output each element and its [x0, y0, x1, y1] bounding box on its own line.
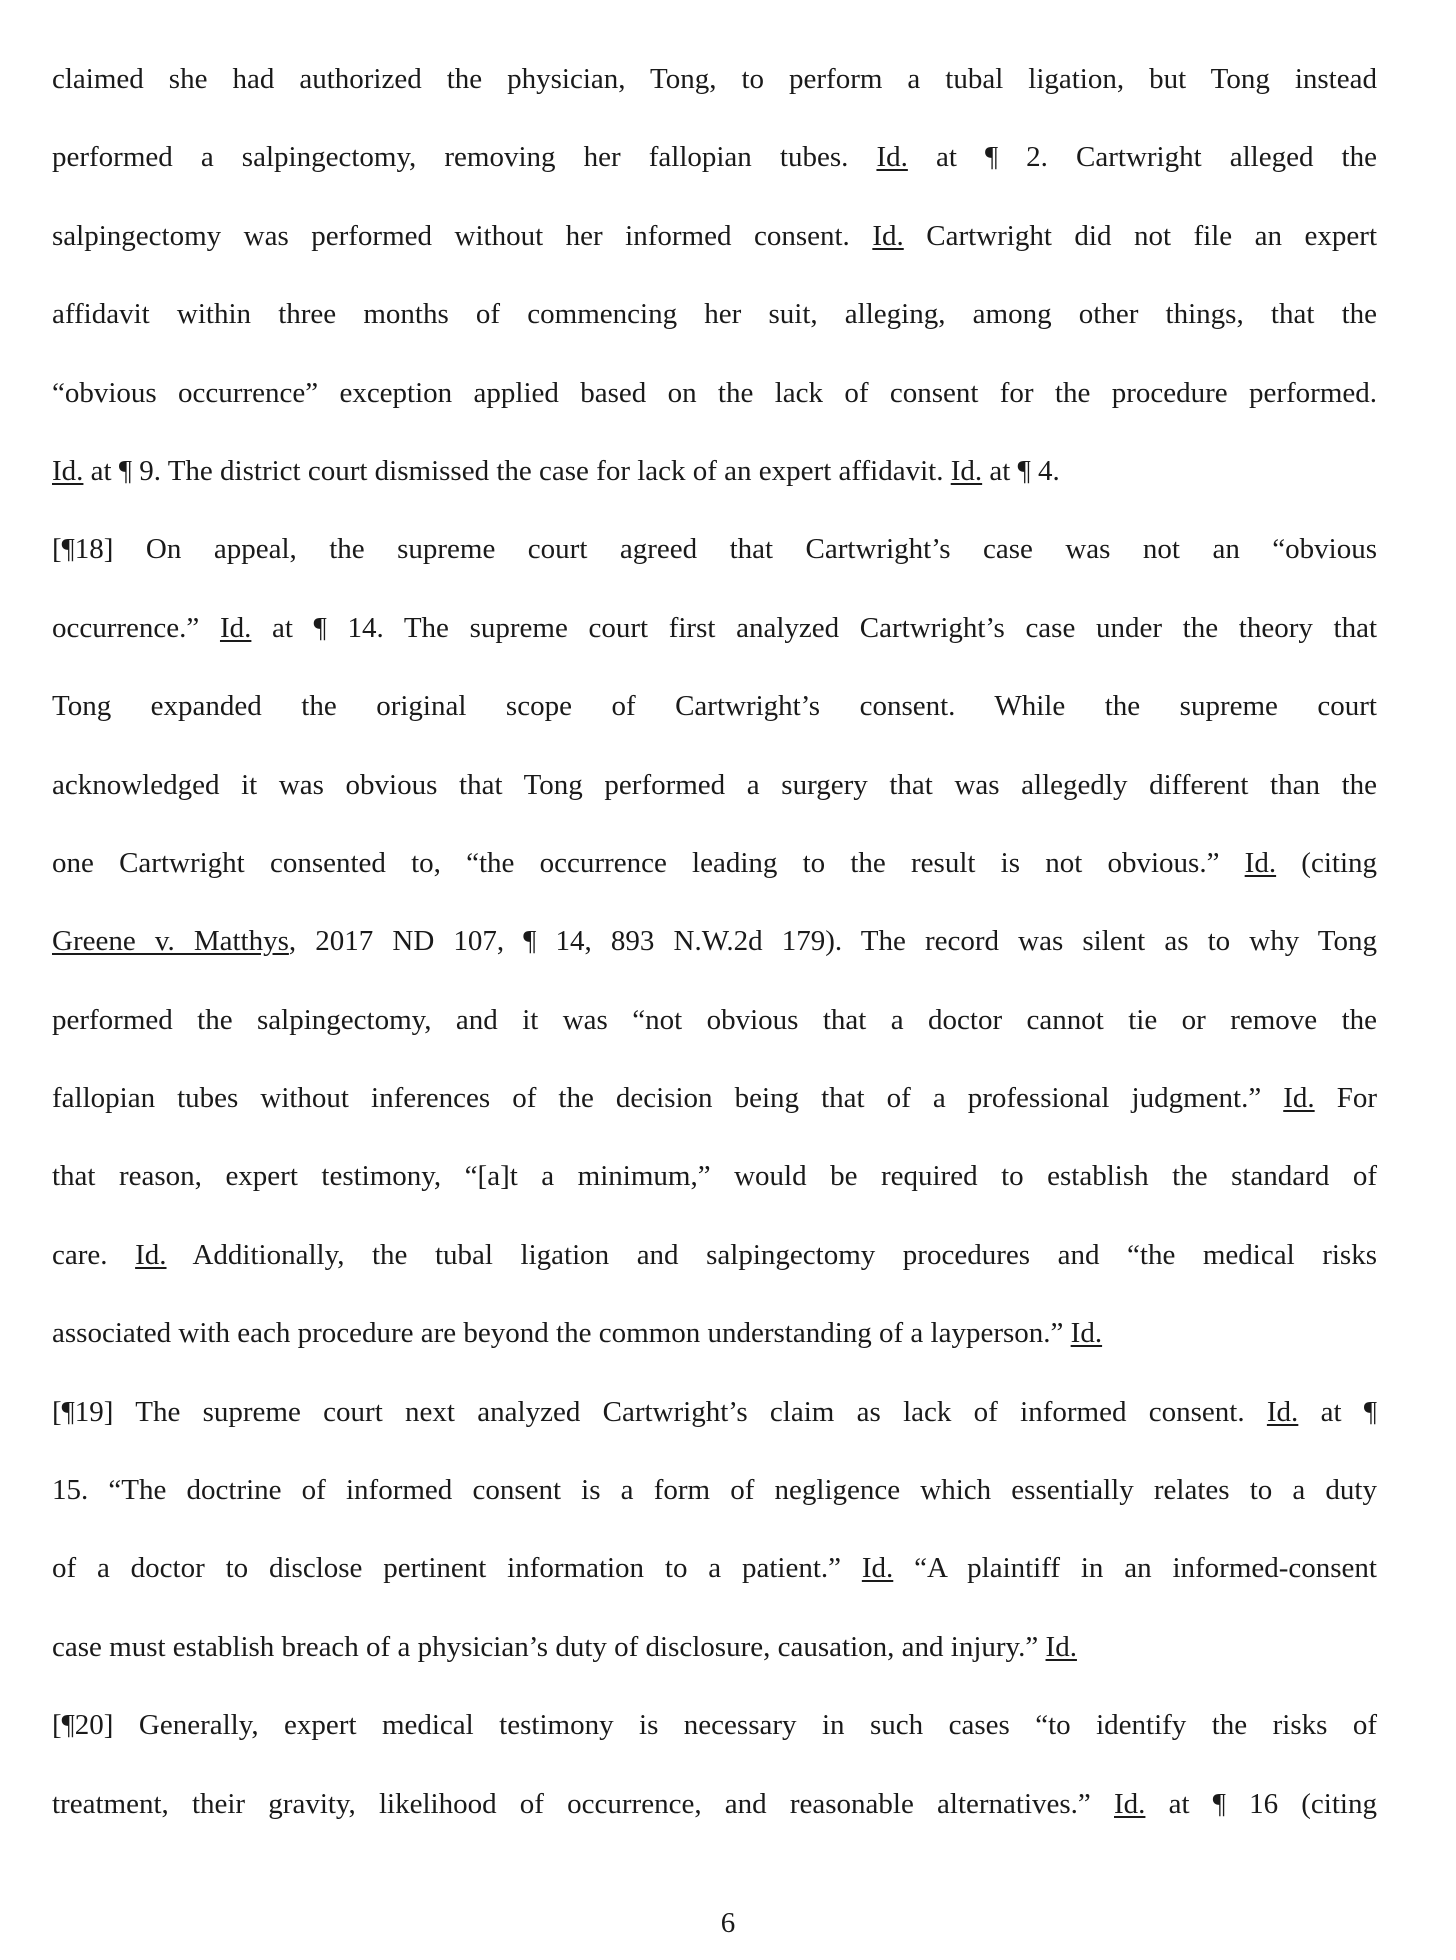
text-segment: of a doctor to disclose pertinent information to a patient.” [52, 1552, 862, 1585]
text-line [52, 1765, 1377, 1843]
citation: Id. [1266, 1395, 1299, 1428]
citation: Id. [876, 141, 908, 174]
citation: Id. [219, 611, 252, 644]
text-segment: at ¶ 2. Cartwright alleged the [907, 141, 1377, 174]
text-line [52, 1137, 1377, 1215]
text-line [52, 667, 1377, 745]
citation: Id. [1244, 846, 1277, 879]
citation: Id. [1045, 1630, 1077, 1663]
text-segment: affidavit within three months of commencing her suit, alleging, among other things, that the [52, 298, 1377, 331]
citation: Id. [861, 1552, 894, 1585]
text-line [52, 432, 1377, 510]
text-line [52, 902, 1377, 980]
text-segment: acknowledged it was obvious that Tong performed a surgery that was allegedly different than the [52, 768, 1377, 801]
text-segment: claimed she had authorized the physician, Tong, to perform a tubal ligation, but Tong instead [52, 63, 1377, 95]
citation: Id. [52, 454, 84, 487]
text-segment: [¶18] On appeal, the supreme court agreed that Cartwright’s case was not an “obvious [52, 533, 1377, 566]
text-segment: case must establish breach of a physician’s duty of disclosure, causation, and injury.” [52, 1630, 1046, 1663]
text-segment: “obvious occurrence” exception applied based on the lack of consent for the procedure performed. [52, 376, 1377, 409]
text-line [52, 1373, 1377, 1451]
text-segment: Additionally, the tubal ligation and salpingectomy procedures and “the medical risks [166, 1238, 1378, 1271]
text-line [52, 354, 1377, 432]
citation: Id. [872, 219, 904, 252]
citation: Id. [135, 1238, 167, 1271]
text-segment: Cartwright did not file an expert [903, 219, 1378, 252]
text-segment: at ¶ 4. [982, 454, 1060, 487]
text-line [52, 197, 1377, 275]
text-line [52, 1294, 1377, 1372]
citation: Id. [950, 454, 983, 487]
text-segment: fallopian tubes without inferences of the decision being that of a professional judgment.” [52, 1082, 1284, 1115]
text-line [52, 1686, 1377, 1764]
text-segment: at ¶ 14. The supreme court first analyzed Cartwright’s case under the theory that [251, 611, 1378, 644]
text-line [52, 589, 1377, 667]
citation: Id. [1283, 1082, 1315, 1115]
text-segment: performed a salpingectomy, removing her fallopian tubes. [52, 141, 877, 174]
page-number: 6 [720, 1907, 736, 1939]
text-segment: , 2017 ND 107, ¶ 14, 893 N.W.2d 179). The record was silent as to why Tong [288, 925, 1378, 958]
text-segment: 15. “The doctrine of informed consent is a form of negligence which essentially relates to a duty [52, 1474, 1377, 1507]
text-segment: Tong expanded the original scope of Cartwright’s consent. While the supreme court [52, 690, 1377, 723]
text-segment: salpingectomy was performed without her informed consent. [52, 219, 873, 252]
text-segment: [¶20] Generally, expert medical testimony is necessary in such cases “to identify the risks of [52, 1709, 1377, 1742]
text-segment: “A plaintiff in an informed-consent [893, 1552, 1377, 1585]
text-line [52, 510, 1377, 588]
citation: Id. [1114, 1787, 1146, 1820]
text-line [52, 1216, 1377, 1294]
text-segment: at ¶ [1298, 1395, 1377, 1428]
text-segment: one Cartwright consented to, “the occurrence leading to the result is not obvious.” [52, 846, 1245, 879]
text-segment: that reason, expert testimony, “[a]t a minimum,” would be required to establish the standard of [52, 1160, 1377, 1193]
text-line [52, 1451, 1377, 1529]
text-segment: at ¶ 9. The district court dismissed the case for lack of an expert affidavit. [83, 454, 951, 487]
text-segment: at ¶ 16 (citing [1145, 1787, 1377, 1820]
text-line [52, 275, 1377, 353]
text-line [52, 981, 1377, 1059]
document-body [52, 40, 1377, 1843]
text-segment: treatment, their gravity, likelihood of occurrence, and reasonable alternatives.” [52, 1787, 1114, 1820]
text-segment: performed the salpingectomy, and it was “not obvious that a doctor cannot tie or remove the [52, 1003, 1377, 1036]
citation: Id. [1070, 1317, 1103, 1350]
text-segment: [¶19] The supreme court next analyzed Cartwright’s claim as lack of informed consent. [52, 1395, 1267, 1428]
text-line [52, 824, 1377, 902]
text-segment: (citing [1276, 846, 1378, 879]
text-segment: care. [52, 1238, 136, 1271]
text-line [52, 1608, 1377, 1686]
text-line [52, 40, 1377, 118]
text-segment: For [1314, 1082, 1377, 1115]
text-line [52, 1529, 1377, 1607]
text-segment: occurrence.” [52, 611, 220, 644]
citation: Greene v. Matthys [52, 925, 289, 958]
text-segment: associated with each procedure are beyond the common understanding of a layperson.” [52, 1317, 1071, 1350]
text-line [52, 746, 1377, 824]
text-line [52, 1059, 1377, 1137]
text-line [52, 118, 1377, 196]
